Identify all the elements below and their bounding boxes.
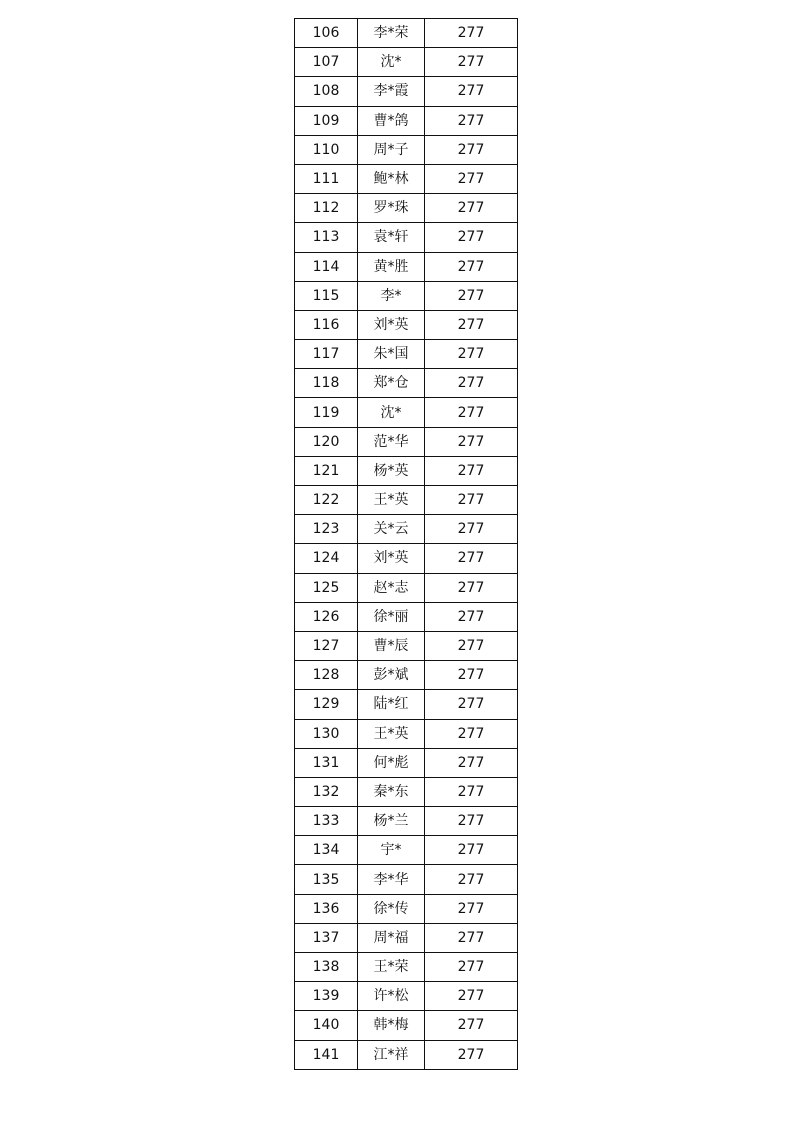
name-cell: 秦*东 xyxy=(358,777,425,806)
row-number-cell: 133 xyxy=(295,807,358,836)
name-cell: 沈* xyxy=(358,48,425,77)
name-cell: 周*子 xyxy=(358,135,425,164)
score-cell: 277 xyxy=(425,19,518,48)
table-row xyxy=(295,223,518,252)
score-cell: 277 xyxy=(425,894,518,923)
name-cell: 王*英 xyxy=(358,486,425,515)
row-number-cell: 120 xyxy=(295,427,358,456)
table-row xyxy=(295,369,518,398)
row-number-cell: 140 xyxy=(295,1011,358,1040)
table-row xyxy=(295,48,518,77)
name-cell: 江*祥 xyxy=(358,1040,425,1069)
table-row xyxy=(295,602,518,631)
table-row xyxy=(295,194,518,223)
name-cell: 杨*英 xyxy=(358,456,425,485)
score-cell: 277 xyxy=(425,777,518,806)
table-row xyxy=(295,923,518,952)
row-number-cell: 122 xyxy=(295,486,358,515)
score-cell: 277 xyxy=(425,602,518,631)
score-cell: 277 xyxy=(425,456,518,485)
score-cell: 277 xyxy=(425,427,518,456)
table-row xyxy=(295,777,518,806)
score-cell: 277 xyxy=(425,631,518,660)
score-cell: 277 xyxy=(425,252,518,281)
row-number-cell: 114 xyxy=(295,252,358,281)
row-number-cell: 141 xyxy=(295,1040,358,1069)
table-row xyxy=(295,690,518,719)
row-number-cell: 127 xyxy=(295,631,358,660)
row-number-cell: 113 xyxy=(295,223,358,252)
name-cell: 袁*轩 xyxy=(358,223,425,252)
score-cell: 277 xyxy=(425,340,518,369)
name-cell: 李*荣 xyxy=(358,19,425,48)
row-number-cell: 108 xyxy=(295,77,358,106)
score-cell: 277 xyxy=(425,690,518,719)
name-cell: 徐*传 xyxy=(358,894,425,923)
table-row xyxy=(295,340,518,369)
score-cell: 277 xyxy=(425,106,518,135)
score-cell: 277 xyxy=(425,544,518,573)
row-number-cell: 130 xyxy=(295,719,358,748)
name-cell: 朱*国 xyxy=(358,340,425,369)
row-number-cell: 126 xyxy=(295,602,358,631)
row-number-cell: 125 xyxy=(295,573,358,602)
table-row xyxy=(295,807,518,836)
row-number-cell: 112 xyxy=(295,194,358,223)
name-cell: 韩*梅 xyxy=(358,1011,425,1040)
score-cell: 277 xyxy=(425,865,518,894)
name-cell: 鲍*林 xyxy=(358,164,425,193)
score-cell: 277 xyxy=(425,135,518,164)
table-row xyxy=(295,865,518,894)
table-row xyxy=(295,515,518,544)
table-row xyxy=(295,164,518,193)
name-cell: 李*华 xyxy=(358,865,425,894)
table-row xyxy=(295,135,518,164)
name-cell: 刘*英 xyxy=(358,544,425,573)
name-cell: 宇* xyxy=(358,836,425,865)
name-cell: 范*华 xyxy=(358,427,425,456)
row-number-cell: 124 xyxy=(295,544,358,573)
table-row xyxy=(295,427,518,456)
table-row xyxy=(295,719,518,748)
row-number-cell: 118 xyxy=(295,369,358,398)
row-number-cell: 123 xyxy=(295,515,358,544)
name-cell: 杨*兰 xyxy=(358,807,425,836)
results-table xyxy=(294,18,518,1070)
row-number-cell: 111 xyxy=(295,164,358,193)
name-cell: 王*荣 xyxy=(358,953,425,982)
table-row xyxy=(295,982,518,1011)
name-cell: 陆*红 xyxy=(358,690,425,719)
table-row xyxy=(295,573,518,602)
name-cell: 郑*仓 xyxy=(358,369,425,398)
score-cell: 277 xyxy=(425,486,518,515)
row-number-cell: 106 xyxy=(295,19,358,48)
name-cell: 罗*珠 xyxy=(358,194,425,223)
score-cell: 277 xyxy=(425,194,518,223)
name-cell: 李*霞 xyxy=(358,77,425,106)
table-row xyxy=(295,1040,518,1069)
row-number-cell: 137 xyxy=(295,923,358,952)
name-cell: 许*松 xyxy=(358,982,425,1011)
row-number-cell: 119 xyxy=(295,398,358,427)
row-number-cell: 109 xyxy=(295,106,358,135)
table-row xyxy=(295,310,518,339)
score-cell: 277 xyxy=(425,1011,518,1040)
name-cell: 刘*英 xyxy=(358,310,425,339)
table-row xyxy=(295,398,518,427)
score-cell: 277 xyxy=(425,398,518,427)
row-number-cell: 116 xyxy=(295,310,358,339)
row-number-cell: 138 xyxy=(295,953,358,982)
score-cell: 277 xyxy=(425,982,518,1011)
table-row xyxy=(295,748,518,777)
row-number-cell: 107 xyxy=(295,48,358,77)
score-cell: 277 xyxy=(425,1040,518,1069)
table-row xyxy=(295,544,518,573)
table-body xyxy=(295,19,518,1070)
table-row xyxy=(295,661,518,690)
name-cell: 关*云 xyxy=(358,515,425,544)
score-cell: 277 xyxy=(425,281,518,310)
row-number-cell: 115 xyxy=(295,281,358,310)
table-row xyxy=(295,456,518,485)
row-number-cell: 117 xyxy=(295,340,358,369)
row-number-cell: 110 xyxy=(295,135,358,164)
score-cell: 277 xyxy=(425,661,518,690)
table-row xyxy=(295,894,518,923)
row-number-cell: 121 xyxy=(295,456,358,485)
name-cell: 赵*志 xyxy=(358,573,425,602)
name-cell: 彭*斌 xyxy=(358,661,425,690)
score-cell: 277 xyxy=(425,77,518,106)
score-cell: 277 xyxy=(425,223,518,252)
table-row xyxy=(295,281,518,310)
row-number-cell: 139 xyxy=(295,982,358,1011)
name-cell: 徐*丽 xyxy=(358,602,425,631)
score-cell: 277 xyxy=(425,719,518,748)
score-cell: 277 xyxy=(425,573,518,602)
score-cell: 277 xyxy=(425,164,518,193)
table-row xyxy=(295,252,518,281)
table-row xyxy=(295,953,518,982)
row-number-cell: 129 xyxy=(295,690,358,719)
score-cell: 277 xyxy=(425,836,518,865)
table-row xyxy=(295,631,518,660)
row-number-cell: 132 xyxy=(295,777,358,806)
score-cell: 277 xyxy=(425,923,518,952)
table-row xyxy=(295,836,518,865)
score-cell: 277 xyxy=(425,807,518,836)
score-cell: 277 xyxy=(425,748,518,777)
name-cell: 何*彪 xyxy=(358,748,425,777)
score-cell: 277 xyxy=(425,310,518,339)
score-cell: 277 xyxy=(425,515,518,544)
name-cell: 曹*鸽 xyxy=(358,106,425,135)
table-row xyxy=(295,1011,518,1040)
row-number-cell: 135 xyxy=(295,865,358,894)
name-cell: 周*福 xyxy=(358,923,425,952)
score-cell: 277 xyxy=(425,369,518,398)
table-row xyxy=(295,486,518,515)
name-cell: 李* xyxy=(358,281,425,310)
row-number-cell: 131 xyxy=(295,748,358,777)
row-number-cell: 134 xyxy=(295,836,358,865)
table-row xyxy=(295,19,518,48)
table-row xyxy=(295,77,518,106)
score-cell: 277 xyxy=(425,48,518,77)
table-row xyxy=(295,106,518,135)
name-cell: 曹*辰 xyxy=(358,631,425,660)
name-cell: 沈* xyxy=(358,398,425,427)
name-cell: 黄*胜 xyxy=(358,252,425,281)
score-cell: 277 xyxy=(425,953,518,982)
row-number-cell: 136 xyxy=(295,894,358,923)
row-number-cell: 128 xyxy=(295,661,358,690)
name-cell: 王*英 xyxy=(358,719,425,748)
